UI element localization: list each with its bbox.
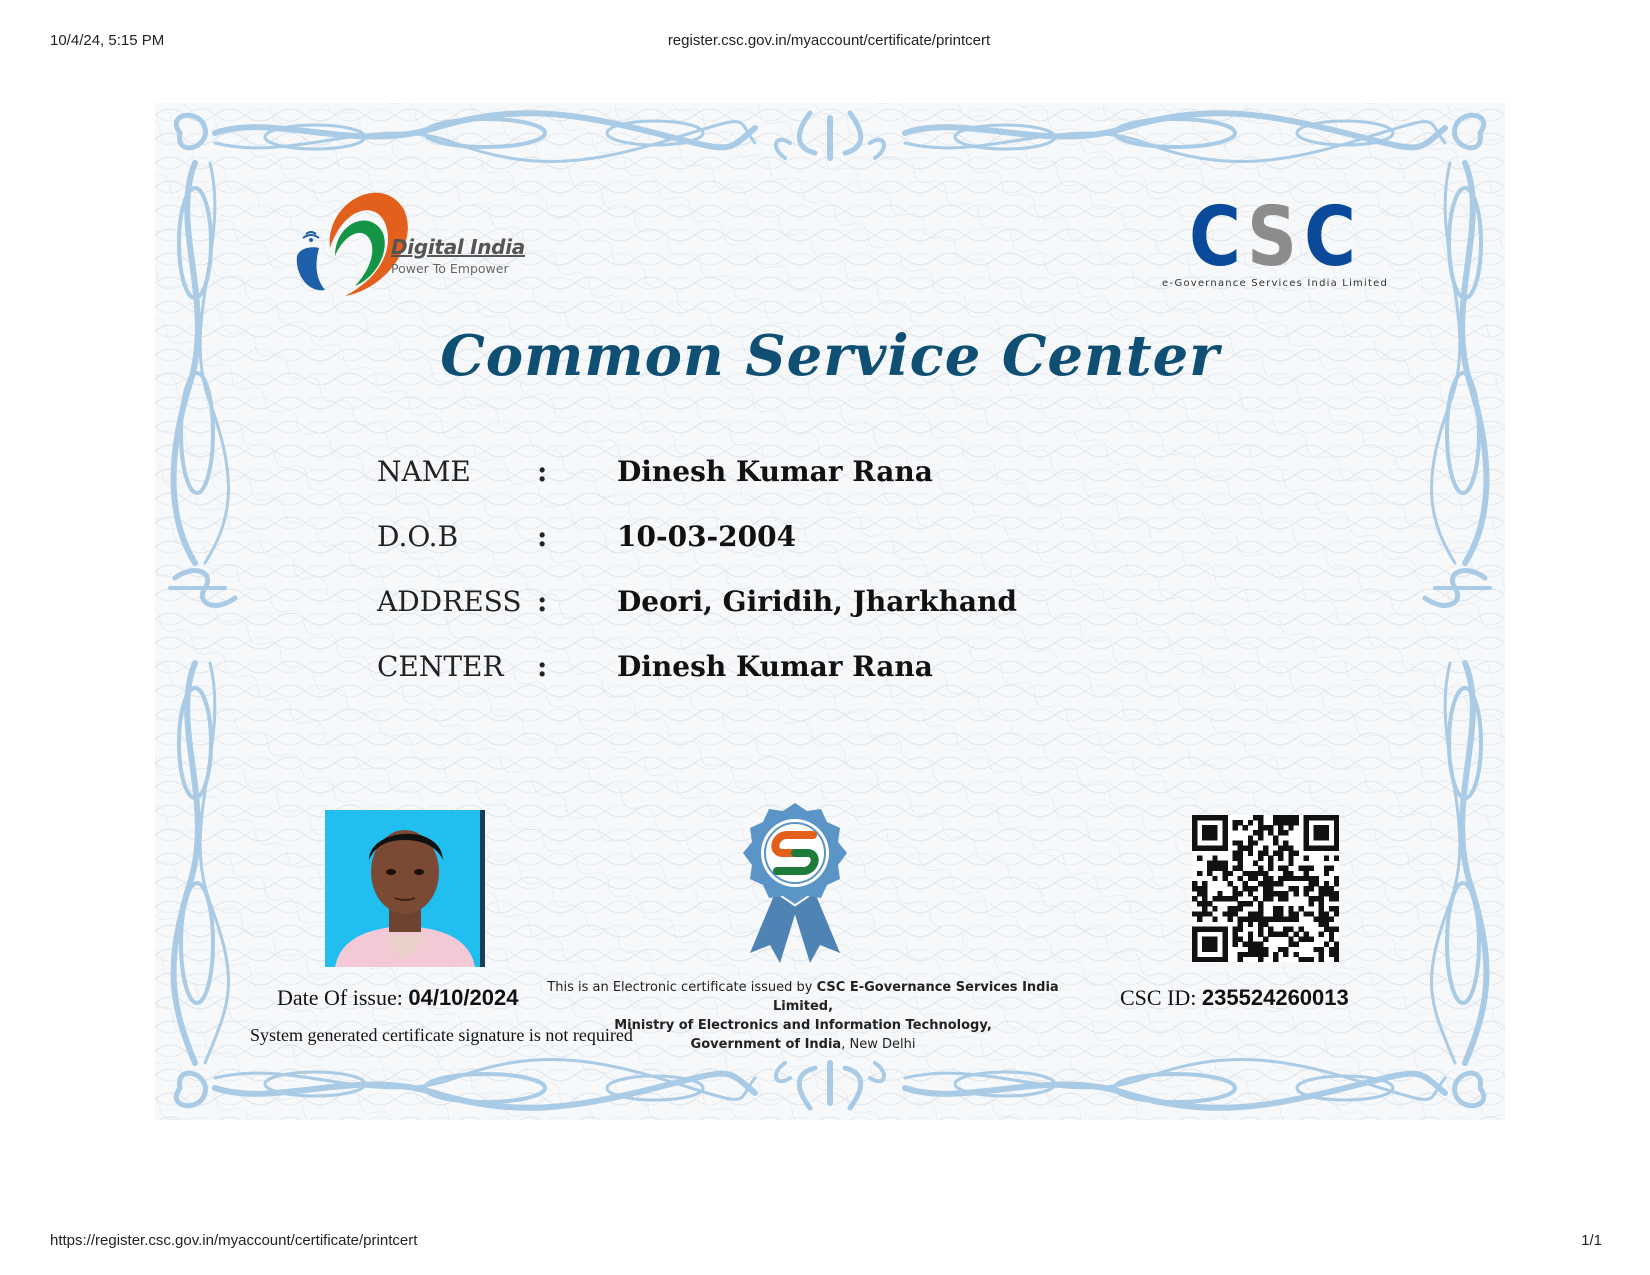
field-label: NAME (377, 455, 471, 488)
svg-text:C: C (1304, 193, 1356, 273)
csc-id-value: 235524260013 (1201, 985, 1349, 1010)
applicant-photo (325, 810, 485, 967)
note-government: Government of India (690, 1037, 842, 1052)
issue-date (277, 985, 518, 1011)
print-footer-url: https://register.csc.gov.in/myaccount/certificate/printcert (50, 1232, 418, 1249)
certificate-title: Common Service Center (440, 323, 1220, 389)
csc-id (1120, 985, 1349, 1011)
digital-india-tagline: Power To Empower (391, 261, 509, 276)
field-label: ADDRESS (377, 585, 522, 618)
field-value: Dinesh Kumar Rana (617, 650, 933, 683)
field-separator: : (537, 585, 548, 618)
csc-logo (1185, 193, 1360, 273)
note-line1-prefix: This is an Electronic certificate issued by (547, 980, 817, 995)
print-header-url: register.csc.gov.in/myaccount/certificate/printcert (667, 32, 991, 49)
field-separator: : (537, 520, 548, 553)
electronic-certificate-note (543, 978, 1063, 1054)
csc-subtitle: e-Governance Services India Limited (1162, 278, 1388, 289)
issue-date-label: Date Of issue: (277, 985, 409, 1010)
issue-date-value: 04/10/2024 (408, 985, 519, 1010)
field-label: CENTER (377, 650, 504, 683)
note-ministry: Ministry of Electronics and Information Technology, (614, 1018, 992, 1033)
note-city: , New Delhi (841, 1037, 916, 1052)
field-value: Deori, Giridih, Jharkhand (617, 585, 1017, 618)
signature-note: System generated certificate signature is not required (250, 1025, 633, 1045)
field-value: 10-03-2004 (617, 520, 797, 553)
field-value: Dinesh Kumar Rana (617, 455, 933, 488)
csc-seal-badge (735, 803, 855, 968)
note-issuer: CSC E-Governance Services India Limited, (772, 980, 1059, 1014)
field-separator: : (537, 650, 548, 683)
svg-text:C: C (1189, 193, 1241, 273)
qr-code (1192, 815, 1339, 962)
field-label: D.O.B (377, 520, 459, 553)
print-datetime: 10/4/24, 5:15 PM (50, 32, 165, 49)
field-separator: : (537, 455, 548, 488)
certificate (155, 103, 1505, 1120)
print-page-number: 1/1 (1581, 1232, 1602, 1249)
csc-id-label: CSC ID: (1120, 985, 1202, 1010)
digital-india-title: Digital India (391, 235, 525, 259)
svg-text:S: S (1247, 193, 1297, 273)
